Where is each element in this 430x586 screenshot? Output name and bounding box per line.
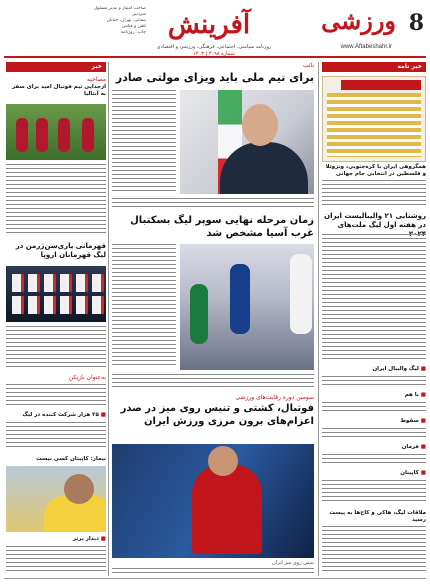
story-body <box>322 454 426 468</box>
paper-logo: آفرینش <box>167 10 251 40</box>
admin-line: چاپ: روزنامه <box>120 30 146 35</box>
story-headline[interactable]: ازجدایی تیم فوتبال امید برای سفر به آنتالیا <box>11 84 106 97</box>
story-body <box>112 568 314 576</box>
admin-info <box>6 6 146 52</box>
story-body <box>322 234 426 364</box>
right-strip: خبر نامه <box>322 62 426 72</box>
page-number: 8 <box>408 10 424 36</box>
footer-rule <box>4 578 426 579</box>
story-headline[interactable]: قهرمانی پاری‌سن‌ژرمن در لیگ قهرمانان اروپا <box>15 242 106 259</box>
story-body <box>322 428 426 442</box>
story-body <box>6 546 106 576</box>
story-body <box>6 326 106 370</box>
top-kicker: نائب <box>302 62 314 69</box>
column-divider <box>108 62 109 576</box>
official-photo <box>180 90 314 194</box>
bullet-item[interactable]: ■ دیدار برتر <box>72 536 106 542</box>
story-headline[interactable]: همگروهی ایران با کره‌جنوبی، ونزوئلا و فلسطین در انتخابی جام جهانی <box>325 164 426 177</box>
story-headline[interactable]: روشنایی ۲۱ والیبالیست ایران در هفته اول لیگ ملت‌های <box>324 212 426 229</box>
story-body <box>322 376 426 390</box>
admin-line: تلفن و فکس <box>122 24 146 29</box>
admin-line: صاحب امتیاز و مدیر مسئول <box>93 6 146 11</box>
news-item[interactable]: ■ کاپیتان <box>400 470 426 476</box>
website-url[interactable]: www.Aftabeshahr.ir <box>340 44 392 50</box>
story-body <box>322 480 426 506</box>
news-item[interactable]: ■ فرمان <box>401 444 426 450</box>
bottom-headline[interactable]: فوتبال، کشتی و تنیس روی میز در صدر اعزام‌های برون مرزی ورزش ایران <box>120 403 314 427</box>
section-logo: ورزشی <box>321 6 396 35</box>
admin-line: سردبیر <box>132 12 146 17</box>
basket-headline[interactable]: زمان مرحله نهایی سوپر لیگ بسکتبال غرب آسیا مشخص شد <box>130 215 314 239</box>
news-item[interactable]: ■ با هم <box>404 392 426 398</box>
story-body <box>112 90 176 194</box>
story-body <box>322 526 426 576</box>
bullet-item[interactable]: ■ ۲۵ هزار شرکت کننده در لیگ <box>22 412 106 418</box>
story-kicker: مصاحبه <box>87 76 106 83</box>
dateline: شماره ۴۰۹۸ | ۱۴۰۳ <box>193 51 235 57</box>
bottom-kicker: سومین دوره رقابت‌های ورزشی <box>235 394 314 401</box>
story-body <box>322 402 426 416</box>
team-photo <box>6 266 106 322</box>
basketball-photo <box>180 244 314 370</box>
group-table-box <box>322 76 426 162</box>
story-body <box>6 422 106 452</box>
story-body <box>112 198 314 212</box>
news-item[interactable]: ■ سقوط <box>400 418 426 424</box>
player-photo <box>6 466 106 532</box>
news-item[interactable]: ■ لیگ والیبال ایران <box>372 366 426 372</box>
story-kicker: به‌عنوان بازیکن <box>68 374 106 381</box>
story-body <box>6 164 106 238</box>
story-body <box>6 384 106 410</box>
soccer-photo <box>6 104 106 160</box>
masthead <box>4 4 426 58</box>
top-headline[interactable]: برای تیم ملی باید ویزای مولتی صادر <box>115 71 314 84</box>
story-headline[interactable]: نیمار: کاپیتان کسی نیست <box>36 456 106 462</box>
story-body <box>112 374 314 392</box>
story-body <box>112 244 176 370</box>
photo-caption: تنیس روی میز ایران <box>272 560 314 566</box>
column-divider <box>318 62 319 576</box>
table-tennis-photo <box>112 444 314 558</box>
admin-line: نشانی: تهران، خیابان <box>106 18 146 23</box>
left-strip: خبر <box>6 62 106 72</box>
tagline: روزنامه سیاسی، اجتماعی، فرهنگی، ورزشی و اقتصادی <box>156 44 272 50</box>
story-headline[interactable]: ملاقات لیگ، هاکی و کاخ‌ها به پیست رسید <box>329 510 426 523</box>
story-body <box>322 180 426 210</box>
